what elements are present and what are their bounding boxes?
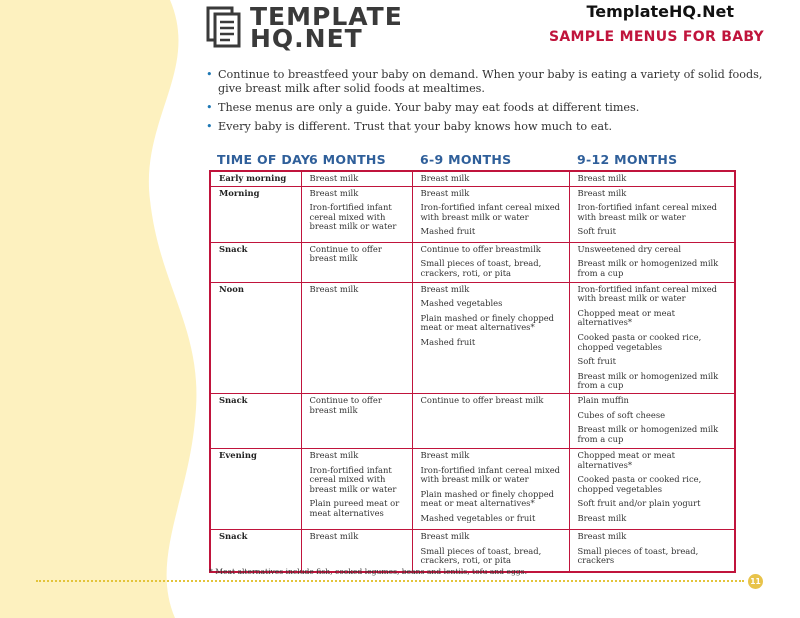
menu-item: Plain mashed or finely chopped meat or meat alternatives*	[420, 488, 555, 509]
menu-cell-m6-9	[412, 186, 569, 242]
menu-item: Breast milk	[309, 187, 359, 198]
menu-item: Breast milk	[420, 449, 470, 460]
menu-item: Breast milk	[577, 173, 627, 183]
menu-item: Breast milk	[309, 173, 359, 183]
menu-cell-m6	[301, 171, 412, 186]
menu-item: Mashed vegetables	[420, 298, 503, 309]
menu-item: Breast milk	[309, 449, 359, 460]
menu-item: Unsweetened dry cereal	[577, 243, 682, 254]
time-of-day-cell: Snack	[210, 393, 301, 448]
bullet-dot-icon: •	[206, 101, 213, 114]
menu-item: Mashed fruit	[420, 226, 476, 237]
menu-item: Mashed fruit	[420, 336, 476, 347]
table-row	[210, 393, 735, 448]
menu-cell-m6-9	[412, 529, 569, 572]
bullet-item: • These menus are only a guide. Your baby may eat foods at different times.	[206, 101, 640, 114]
menu-item: Small pieces of toast, bread, crackers, roti, or pita	[420, 545, 542, 566]
menu-cell-m9-12	[569, 393, 735, 448]
page-title: SAMPLE MENUS FOR BABY	[549, 29, 764, 45]
column-header-time: TIME OF DAY	[217, 152, 311, 167]
bullet-item: • Every baby is different. Trust that your baby knows how much to eat.	[206, 120, 613, 133]
menu-cell-m6	[301, 282, 412, 393]
menu-cell-m6-9	[412, 448, 569, 529]
menu-item: Breast milk	[577, 530, 627, 541]
bullet-dot-icon: •	[206, 120, 213, 133]
time-of-day-cell: Evening	[210, 448, 301, 529]
menu-cell-m6-9	[412, 242, 569, 282]
menu-item: Plain mashed or finely chopped meat or meat alternatives*	[420, 312, 555, 333]
page-number: 11	[748, 574, 763, 589]
menu-item: Iron-fortified infant cereal mixed with breast milk or water	[420, 202, 561, 222]
table-row	[210, 529, 735, 572]
bullet-dot-icon: •	[206, 68, 213, 81]
bullet-item: • Continue to breastfeed your baby on demand. When your baby is eating a variety of solid foods, give breast milk after solid foods at mealtimes.	[206, 68, 763, 95]
logo-text-hqnet: HQ.NET	[250, 24, 363, 53]
menu-item: Breast milk	[577, 187, 627, 198]
menu-item: Chopped meat or meat alternatives*	[577, 307, 675, 328]
table-row	[210, 242, 735, 282]
menu-item: Breast milk	[420, 187, 470, 198]
menu-item: Breast milk or homogenized milk from a cup	[577, 424, 719, 444]
menu-item: Plain muffin	[577, 394, 629, 405]
time-of-day-cell: Snack	[210, 242, 301, 282]
column-header-6-9-months: 6-9 MONTHS	[420, 152, 512, 167]
menu-item: Breast milk	[420, 173, 470, 183]
time-of-day-cell: Noon	[210, 282, 301, 393]
menu-item: Cooked pasta or cooked rice, chopped vegetables	[577, 474, 702, 494]
menu-cell-m6	[301, 393, 412, 448]
intro-bullets	[206, 68, 766, 139]
menu-cell-m9-12	[569, 282, 735, 393]
table-row	[210, 448, 735, 529]
menu-item: Small pieces of toast, bread, crackers, roti, or pita	[420, 258, 542, 278]
logo-text-template: TEMPLATE	[250, 2, 403, 31]
menu-cell-m6-9	[412, 282, 569, 393]
table-row	[210, 186, 735, 242]
menu-cell-m9-12	[569, 448, 735, 529]
menu-item: Mashed vegetables or fruit	[420, 512, 536, 523]
column-header-9-12-months: 9-12 MONTHS	[577, 152, 678, 167]
dotted-divider	[36, 580, 744, 582]
time-of-day-cell: Snack	[210, 529, 301, 572]
menu-item: Breast milk or homogenized milk from a cup	[577, 370, 719, 391]
time-of-day-cell: Early morning	[210, 171, 301, 186]
menu-cell-m9-12	[569, 171, 735, 186]
menu-item: Iron-fortified infant cereal mixed with breast milk or water	[577, 283, 718, 304]
menu-item: Plain pureed meat or meat alternatives	[309, 498, 400, 518]
menu-item: Breast milk	[309, 283, 359, 294]
menu-table	[209, 170, 736, 573]
menu-item: Iron-fortified infant cereal mixed with breast milk or water	[309, 464, 397, 494]
time-of-day-cell: Morning	[210, 186, 301, 242]
menu-item: Iron-fortified infant cereal mixed with breast milk or water	[577, 202, 718, 222]
menu-item: Breast milk	[420, 530, 470, 541]
logo	[206, 2, 403, 53]
menu-item: Breast milk or homogenized milk from a cup	[577, 258, 719, 278]
table-row	[210, 171, 735, 186]
menu-item: Breast milk	[577, 512, 627, 523]
menu-item: Cubes of soft cheese	[577, 409, 666, 420]
menu-cell-m6	[301, 448, 412, 529]
table-row	[210, 282, 735, 393]
menu-item: Chopped meat or meat alternatives*	[577, 449, 675, 470]
menu-item: Breast milk	[309, 530, 359, 541]
menu-item: Soft fruit	[577, 226, 616, 237]
menu-cell-m6	[301, 186, 412, 242]
menu-cell-m9-12	[569, 186, 735, 242]
menu-item: Cooked pasta or cooked rice, chopped vegetables	[577, 331, 702, 352]
footnote: * Meat alternatives include fish, cooked legumes, beans and lentils, tofu and eggs.	[209, 567, 527, 576]
menu-item: Iron-fortified infant cereal mixed with breast milk or water	[309, 202, 397, 232]
menu-table-body	[210, 171, 735, 572]
menu-item: Continue to offer breast milk	[309, 394, 382, 415]
menu-item: Breast milk	[420, 283, 470, 294]
menu-cell-m9-12	[569, 242, 735, 282]
menu-item: Small pieces of toast, bread, crackers	[577, 545, 699, 566]
menu-cell-m6	[301, 529, 412, 572]
menu-item: Continue to offer breastmilk	[420, 243, 541, 254]
menu-item: Continue to offer breast milk	[309, 243, 382, 264]
menu-cell-m9-12	[569, 529, 735, 572]
site-name: TemplateHQ.Net	[586, 2, 734, 21]
menu-item: Continue to offer breast milk	[420, 394, 544, 405]
menu-item: Iron-fortified infant cereal mixed with breast milk or water	[420, 464, 561, 485]
menu-cell-m6-9	[412, 393, 569, 448]
menu-item: Soft fruit and/or plain yogurt	[577, 498, 701, 509]
menu-item: Soft fruit	[577, 356, 616, 367]
menu-cell-m6	[301, 242, 412, 282]
document-icon	[206, 6, 242, 48]
menu-cell-m6-9	[412, 171, 569, 186]
column-header-6-months: 6 MONTHS	[309, 152, 386, 167]
